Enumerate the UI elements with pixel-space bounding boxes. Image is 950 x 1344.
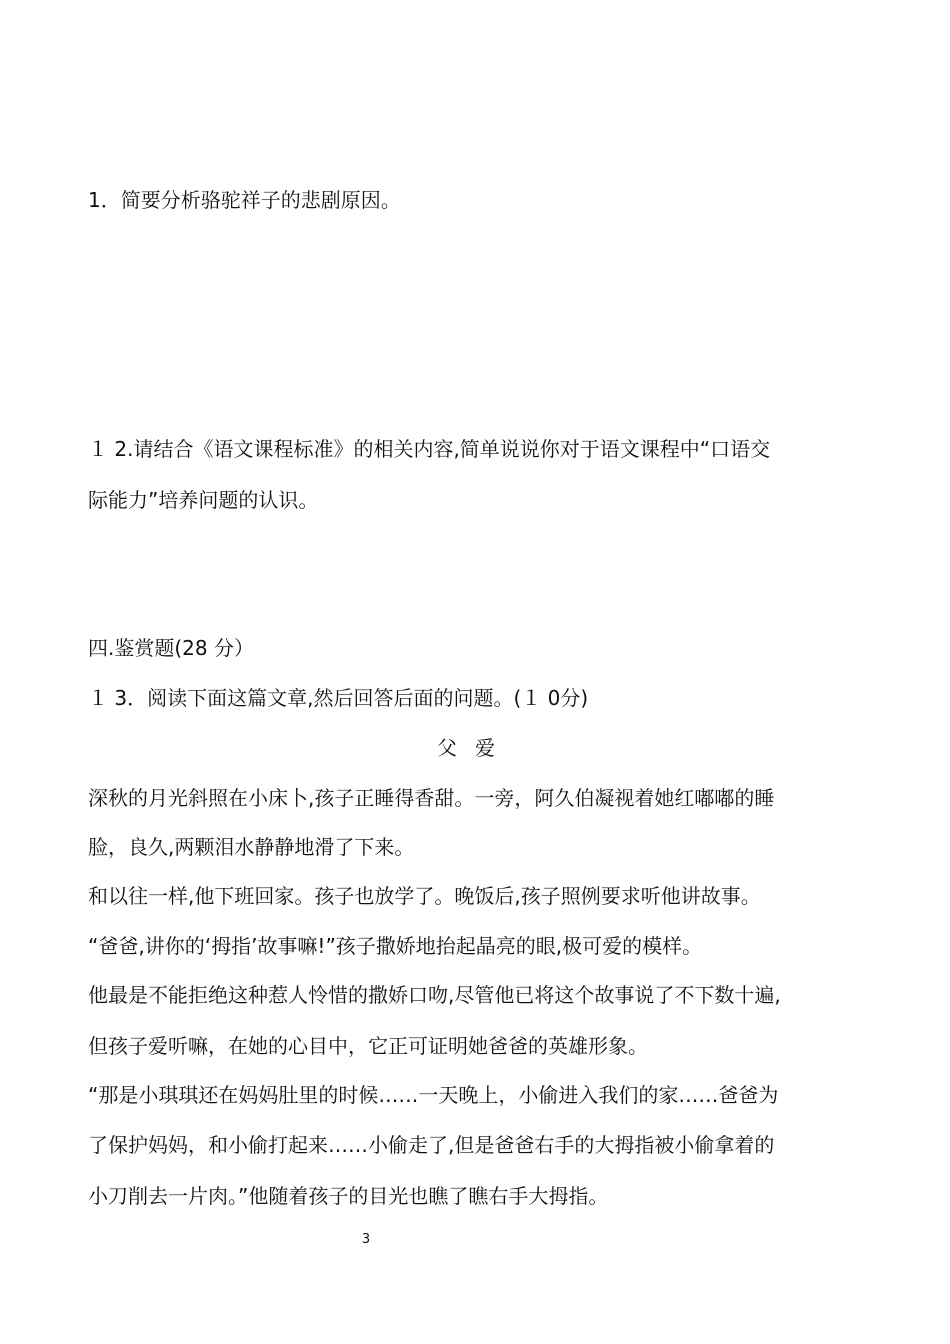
section-4-heading: 四.鉴赏题(28 分） [88, 636, 254, 660]
article-paragraph-line: 他最是不能拒绝这种惹人怜惜的撒娇口吻,尽管他已将这个故事说了不下数十遍, [88, 983, 781, 1007]
article-paragraph-line: 小刀削去一片肉。”他随着孩子的目光也瞧了瞧右手大拇指。 [88, 1184, 609, 1208]
article-paragraph-line: 了保护妈妈，和小偷打起来……小偷走了,但是爸爸右手的大拇指被小偷拿着的 [88, 1133, 775, 1157]
question-13: １ 3．阅读下面这篇文章,然后回答后面的问题。(１ 0分) [88, 686, 589, 710]
article-paragraph-line: “那是小琪琪还在妈妈肚里的时候……一天晚上，小偷进入我们的家……爸爸为 [88, 1083, 779, 1107]
article-paragraph-line: 脸，良久,两颗泪水静静地滑了下来。 [88, 835, 415, 859]
question-12-line-2: 际能力”培养问题的认识。 [88, 488, 319, 512]
article-paragraph-line: “爸爸,讲你的‘拇指’故事嘛!”孩子撒娇地抬起晶亮的眼,极可爱的模样。 [88, 934, 703, 958]
page-number: 3 [361, 1232, 371, 1247]
question-11: 1．简要分析骆驼祥子的悲剧原因。 [88, 188, 401, 212]
article-paragraph-line: 但孩子爱听嘛，在她的心目中，它正可证明她爸爸的英雄形象。 [88, 1034, 648, 1058]
article-paragraph-line: 深秋的月光斜照在小床卜,孩子正睡得香甜。一旁，阿久伯凝视着她红嘟嘟的睡 [88, 786, 775, 810]
question-12-line-1: １ 2.请结合《语文课程标准》的相关内容,简单说说你对于语文课程中“口语交 [88, 437, 771, 461]
article-title: 父爱 [437, 736, 513, 760]
article-paragraph-line: 和以往一样,他下班回家。孩子也放学了。晚饭后,孩子照例要求听他讲故事。 [88, 884, 761, 908]
